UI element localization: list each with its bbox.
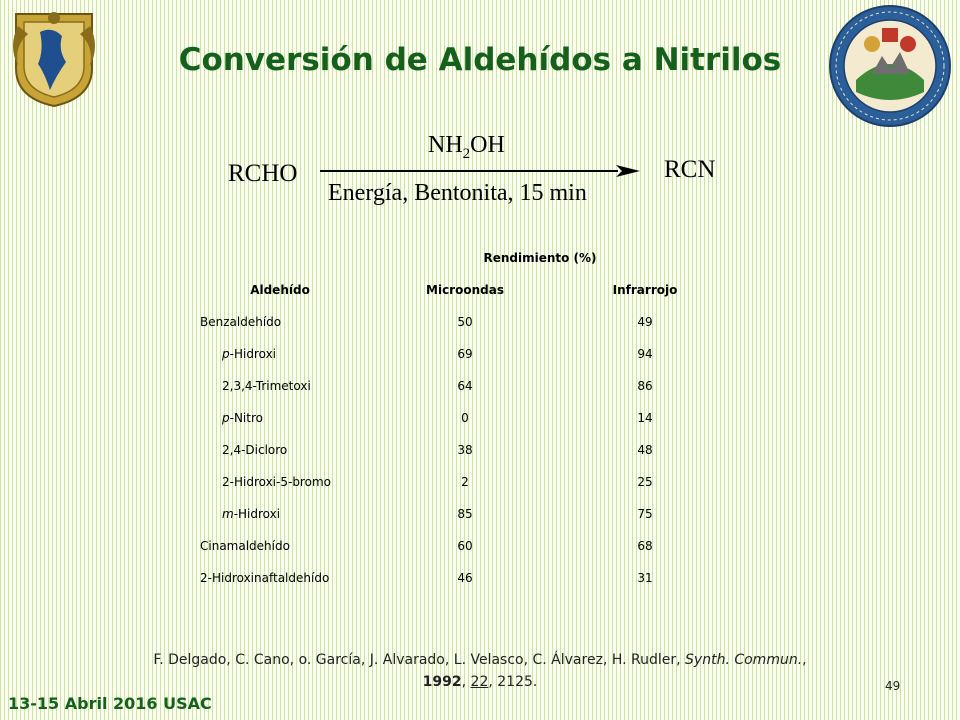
header-microondas: Microondas [426,283,504,297]
page-number: 49 [885,679,901,693]
reagent-main: NH [428,132,463,158]
aldehyde-name [200,530,360,562]
aldehyde-name [200,466,360,498]
aldehyde-label: Cinamaldehído [200,539,290,553]
infrarrojo-value: 49 [637,315,653,329]
aldehyde-label: -Hidroxi [229,347,277,361]
infrarrojo-value: 75 [637,507,653,521]
infrarrojo-value: 31 [637,571,653,585]
aldehyde-label: -Nitro [229,411,263,425]
yield-table [200,242,720,594]
reactant-label: RCHO [228,160,298,187]
microondas-value: 50 [457,315,473,329]
product-label: RCN [664,156,716,183]
table-row [200,498,720,530]
citation [150,649,810,693]
aldehyde-prefix: p [222,411,230,425]
citation-sep1: , [802,652,807,668]
infrarrojo-value: 86 [637,379,653,393]
microondas-value: 2 [461,475,469,489]
citation-journal: Synth. Commun. [685,652,803,668]
footer-date: 13-15 Abril 2016 USAC [8,694,212,713]
aldehyde-label: -Hidroxi [233,507,281,521]
infrarrojo-value: 14 [637,411,653,425]
aldehyde-label: Benzaldehído [200,315,282,329]
aldehyde-name [200,338,360,370]
aldehyde-name [200,370,360,402]
table-row [200,338,720,370]
aldehyde-prefix: m [222,507,234,521]
table-row [200,370,720,402]
aldehyde-prefix: p [222,347,230,361]
microondas-value: 38 [457,443,473,457]
microondas-value: 60 [457,539,473,553]
aldehyde-label: 2-Hidroxinaftaldehído [200,571,330,585]
infrarrojo-value: 94 [637,347,653,361]
table-header-row [200,274,720,306]
table-row [200,306,720,338]
aldehyde-label: 2,3,4-Trimetoxi [222,379,311,393]
table-row [200,434,720,466]
reaction-arrow [320,165,640,177]
aldehyde-name [200,402,360,434]
table-row [200,530,720,562]
table-header-blank [200,242,360,274]
citation-sep2: , [461,674,471,690]
aldehyde-name [200,306,360,338]
citation-year: 1992 [422,674,462,690]
aldehyde-name [200,498,360,530]
aldehyde-name [200,562,360,594]
reaction-scheme [210,128,750,216]
header-infrarrojo: Infrarrojo [612,283,678,297]
slide-title: Conversión de Aldehídos a Nitrilos [178,42,782,78]
aldehyde-label: 2,4-Dicloro [222,443,288,457]
table-group-header-row [200,242,720,274]
yield-group-header: Rendimiento (%) [483,251,597,265]
infrarrojo-value: 25 [637,475,653,489]
citation-pages: , 2125. [488,674,538,690]
microondas-value: 85 [457,507,473,521]
citation-authors: F. Delgado, C. Cano, o. García, J. Alvarado, L. Velasco, C. Álvarez, H. Rudler, [153,652,686,668]
table-body [200,306,720,594]
reagent-label [428,132,505,163]
microondas-value: 0 [461,411,469,425]
table-row [200,562,720,594]
infrarrojo-value: 68 [637,539,653,553]
header-aldehido: Aldehído [250,283,310,297]
microondas-value: 46 [457,571,473,585]
reagent-subscript: 2 [462,145,471,162]
reaction-conditions: Energía, Bentonita, 15 min [328,180,587,206]
aldehyde-label: 2-Hidroxi-5-bromo [222,475,331,489]
microondas-value: 64 [457,379,473,393]
citation-volume: 22 [470,674,489,690]
table-row [200,402,720,434]
microondas-value: 69 [457,347,473,361]
aldehyde-name [200,434,360,466]
table-row [200,466,720,498]
reagent-tail: OH [470,132,505,158]
infrarrojo-value: 48 [637,443,653,457]
